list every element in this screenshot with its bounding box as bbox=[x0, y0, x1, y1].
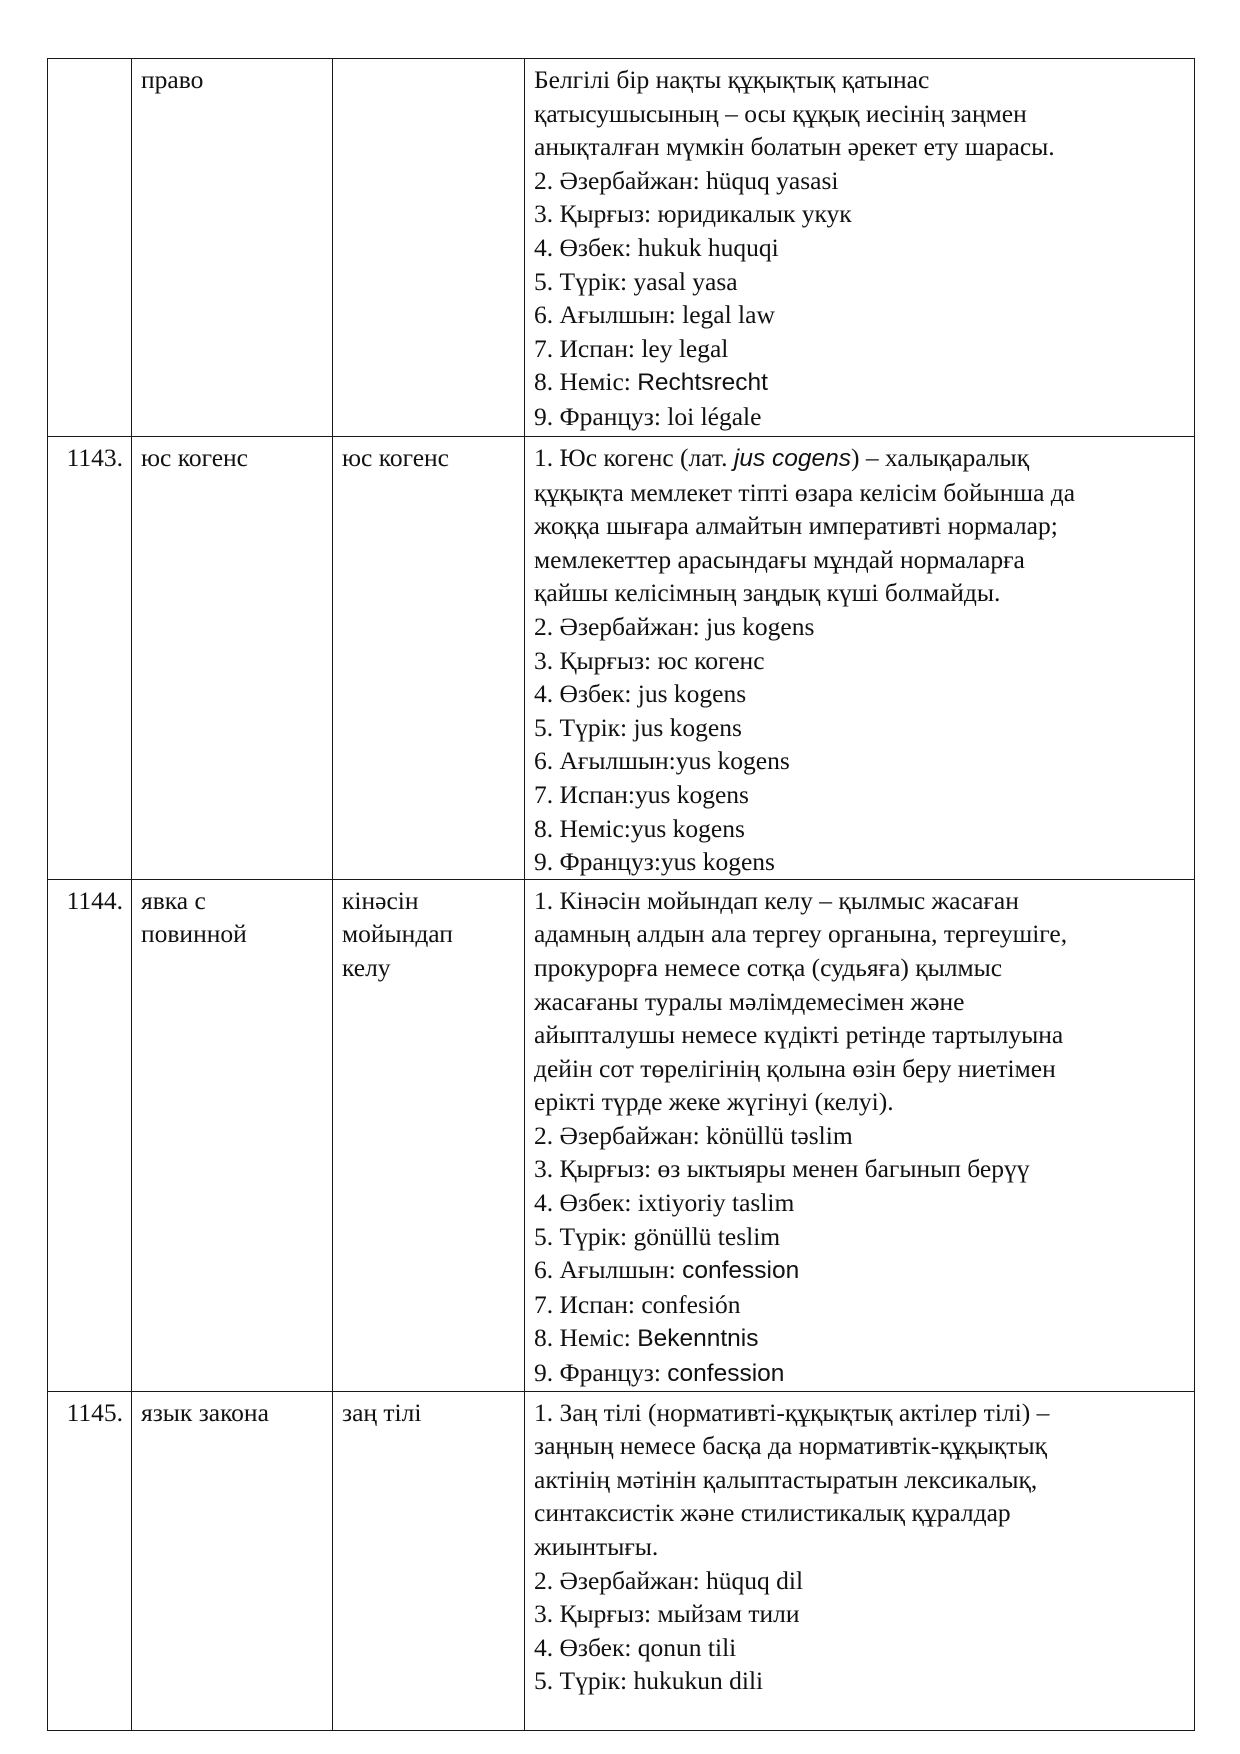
russian-term bbox=[132, 59, 333, 437]
translation-term: ley legal bbox=[641, 333, 729, 363]
translation-term: legal law bbox=[682, 300, 775, 330]
translation-language: 8. Неміс: bbox=[534, 367, 638, 397]
translation-term: confession bbox=[682, 1257, 800, 1285]
translation-language: 9. Француз: bbox=[534, 847, 661, 877]
kazakh-term-line: юс когенс bbox=[342, 443, 449, 472]
translation-line bbox=[534, 1186, 1186, 1220]
table-row bbox=[48, 437, 1195, 880]
translation-line bbox=[534, 265, 1186, 299]
translation-line bbox=[534, 610, 1186, 644]
table-row bbox=[48, 879, 1195, 1391]
entry-number: 1143. bbox=[48, 437, 132, 880]
translation-line bbox=[534, 1253, 1186, 1288]
translation-term: hüquq yasasi bbox=[706, 165, 839, 195]
translation-line bbox=[534, 1152, 1186, 1186]
translation-language: 8. Неміс: bbox=[534, 813, 631, 843]
entry-number: 1144. bbox=[48, 879, 132, 1391]
definition-line: айыпталушы немесе күдікті ретінде тартылуына bbox=[534, 1020, 1064, 1050]
definition-line: жасағаны туралы мәлімдемесімен және bbox=[534, 986, 965, 1016]
translation-term: yus kogens bbox=[660, 847, 775, 877]
latin-term: jus cogens bbox=[733, 445, 852, 472]
translation-line bbox=[534, 1564, 1186, 1598]
translation-line bbox=[534, 1321, 1186, 1356]
russian-term-line: юс когенс bbox=[141, 443, 248, 472]
definition-line: 1. Кінәсін мойындап келу – қылмыс жасаған bbox=[534, 885, 1019, 915]
entry-number bbox=[48, 59, 132, 437]
translation-term: yus kogens bbox=[634, 779, 749, 809]
translation-line bbox=[534, 744, 1186, 778]
russian-term-line: язык закона bbox=[141, 1397, 269, 1427]
translation-language: 7. Испан: bbox=[534, 779, 635, 809]
definition-text: 1. Юс когенс (лат. bbox=[534, 443, 734, 472]
translation-language: 3. Қырғыз: bbox=[534, 1154, 658, 1184]
translation-line bbox=[534, 1288, 1186, 1322]
translation-term: loi légale bbox=[667, 401, 762, 431]
translation-term: qonun tili bbox=[637, 1632, 737, 1662]
translation-line bbox=[534, 845, 1186, 879]
definition-line: қайшы келісімның заңдық күші болмайды. bbox=[534, 578, 1001, 608]
translation-term: hukukun dili bbox=[633, 1666, 764, 1696]
translation-line bbox=[534, 400, 1186, 434]
translation-line bbox=[534, 644, 1186, 678]
translation-term: мыйзам тили bbox=[657, 1599, 800, 1629]
translation-language: 2. Әзербайжан: bbox=[534, 1565, 707, 1595]
definition-line: жоққа шығара алмайтын императивті нормалар; bbox=[534, 511, 1058, 541]
translation-term: hüquq dil bbox=[706, 1565, 804, 1595]
translation-line bbox=[534, 298, 1186, 332]
russian-term-line: право bbox=[141, 65, 204, 94]
translation-line bbox=[534, 1631, 1186, 1665]
translation-line bbox=[534, 197, 1186, 231]
translation-language: 8. Неміс: bbox=[534, 1323, 638, 1353]
translation-term: jus kogens bbox=[637, 679, 747, 709]
translation-language: 4. Өзбек: bbox=[534, 232, 638, 262]
translation-line bbox=[534, 812, 1186, 846]
kazakh-term bbox=[333, 1391, 525, 1730]
definition-line: құқықта мемлекет тіпті өзара келісім бойынша да bbox=[534, 477, 1076, 507]
kazakh-term-line: кінәсін bbox=[342, 885, 419, 915]
translation-term: Bekenntnis bbox=[637, 1325, 759, 1353]
translation-term: yasal yasa bbox=[633, 266, 738, 296]
definition-line bbox=[534, 441, 1186, 476]
translation-language: 7. Испан: bbox=[534, 333, 642, 363]
definition-line: ерікті түрде жеке жүгінуі (келуі). bbox=[534, 1087, 894, 1117]
translation-line bbox=[534, 1356, 1186, 1391]
translation-language: 5. Түрік: bbox=[534, 266, 634, 296]
translation-line bbox=[534, 1597, 1186, 1631]
definition-line: жиынтығы. bbox=[534, 1532, 659, 1561]
translation-term: Rechtsrecht bbox=[637, 369, 768, 397]
translation-language: 3. Қырғыз: bbox=[534, 645, 658, 675]
russian-term bbox=[132, 437, 333, 880]
translation-language: 9. Француз: bbox=[534, 1358, 668, 1388]
translation-line bbox=[534, 1119, 1186, 1153]
dictionary-table bbox=[47, 58, 1195, 1731]
definition-line: 1. Заң тілі (нормативті-құқықтық актілер тілі) – bbox=[534, 1397, 1050, 1427]
translation-line bbox=[534, 677, 1186, 711]
definition-line: қатысушысының – осы құқық иесінің заңмен bbox=[534, 98, 1027, 128]
kazakh-term bbox=[333, 59, 525, 437]
entry-number: 1145. bbox=[48, 1391, 132, 1730]
translation-term: юс когенс bbox=[657, 645, 765, 675]
table-row bbox=[48, 59, 1195, 437]
definition-cell bbox=[525, 437, 1195, 880]
translation-language: 2. Әзербайжан: bbox=[534, 611, 707, 641]
translation-term: yus kogens bbox=[675, 746, 790, 776]
kazakh-term bbox=[333, 437, 525, 880]
translation-term: gönüllü teslim bbox=[633, 1221, 781, 1251]
translation-language: 3. Қырғыз: bbox=[534, 1599, 658, 1629]
translation-line bbox=[534, 164, 1186, 198]
translation-line bbox=[534, 332, 1186, 366]
kazakh-term-line: заң тілі bbox=[342, 1397, 422, 1427]
translation-term: confession bbox=[667, 1360, 785, 1388]
definition-line: дейін сот төрелігінің қолына өзін беру ниетімен bbox=[534, 1053, 1056, 1083]
translation-term: hukuk huquqi bbox=[637, 232, 779, 262]
translation-language: 4. Өзбек: bbox=[534, 1188, 638, 1218]
translation-term: confesión bbox=[641, 1289, 741, 1319]
translation-line bbox=[534, 231, 1186, 265]
translation-language: 6. Ағылшын: bbox=[534, 300, 683, 330]
definition-cell bbox=[525, 1391, 1195, 1730]
translation-language: 2. Әзербайжан: bbox=[534, 165, 707, 195]
translation-term: өз ыктыяры менен багынып берүү bbox=[657, 1154, 1030, 1184]
russian-term-line: повинной bbox=[141, 919, 247, 949]
translation-line bbox=[534, 1664, 1186, 1698]
translation-line bbox=[534, 711, 1186, 745]
translation-language: 4. Өзбек: bbox=[534, 679, 638, 709]
translation-language: 7. Испан: bbox=[534, 1289, 642, 1319]
translation-language: 9. Француз: bbox=[534, 401, 668, 431]
definition-line: синтаксистік және стилистикалық құралдар bbox=[534, 1498, 1011, 1528]
definition-text: ) – халықаралық bbox=[851, 443, 1030, 472]
translation-language: 6. Ағылшын: bbox=[534, 746, 676, 776]
translation-term: jus kogens bbox=[706, 611, 815, 641]
translation-line bbox=[534, 1220, 1186, 1254]
russian-term bbox=[132, 879, 333, 1391]
definition-cell bbox=[525, 879, 1195, 1391]
translation-term: jus kogens bbox=[633, 712, 742, 742]
definition-line: прокурорға немесе сотқа (судьяға) қылмыс bbox=[534, 952, 1003, 982]
definition-line: анықталған мүмкін болатын әрекет ету шарасы. bbox=[534, 132, 1055, 162]
translation-language: 5. Түрік: bbox=[534, 712, 634, 742]
translation-term: yus kogens bbox=[630, 813, 745, 843]
translation-language: 5. Түрік: bbox=[534, 1221, 634, 1251]
definition-line: заңның немесе басқа да нормативтік-құқықтық bbox=[534, 1431, 1047, 1461]
table-row bbox=[48, 1391, 1195, 1730]
translation-term: könüllü təslim bbox=[706, 1120, 853, 1150]
kazakh-term-line: мойындап bbox=[342, 919, 453, 949]
definition-line: адамның алдын ала тергеу органына, тергеушіге, bbox=[534, 919, 1068, 949]
translation-line bbox=[534, 365, 1186, 400]
translation-language: 3. Қырғыз: bbox=[534, 199, 658, 229]
kazakh-term bbox=[333, 879, 525, 1391]
translation-language: 2. Әзербайжан: bbox=[534, 1120, 707, 1150]
definition-line: актінің мәтінін қалыптастыратын лексикалық, bbox=[534, 1464, 1038, 1494]
translation-language: 4. Өзбек: bbox=[534, 1632, 638, 1662]
translation-language: 5. Түрік: bbox=[534, 1666, 634, 1696]
translation-language: 6. Ағылшын: bbox=[534, 1255, 683, 1285]
russian-term bbox=[132, 1391, 333, 1730]
translation-line bbox=[534, 778, 1186, 812]
kazakh-term-line: келу bbox=[342, 952, 391, 982]
definition-cell bbox=[525, 59, 1195, 437]
translation-term: юридикалык укук bbox=[657, 199, 852, 229]
translation-term: ixtiyoriy taslim bbox=[637, 1188, 795, 1218]
definition-line: мемлекеттер арасындағы мұндай нормаларға bbox=[534, 544, 1025, 574]
russian-term-line: явка с bbox=[141, 885, 206, 915]
definition-line: Белгілі бір нақты құқықтық қатынас bbox=[534, 65, 930, 94]
